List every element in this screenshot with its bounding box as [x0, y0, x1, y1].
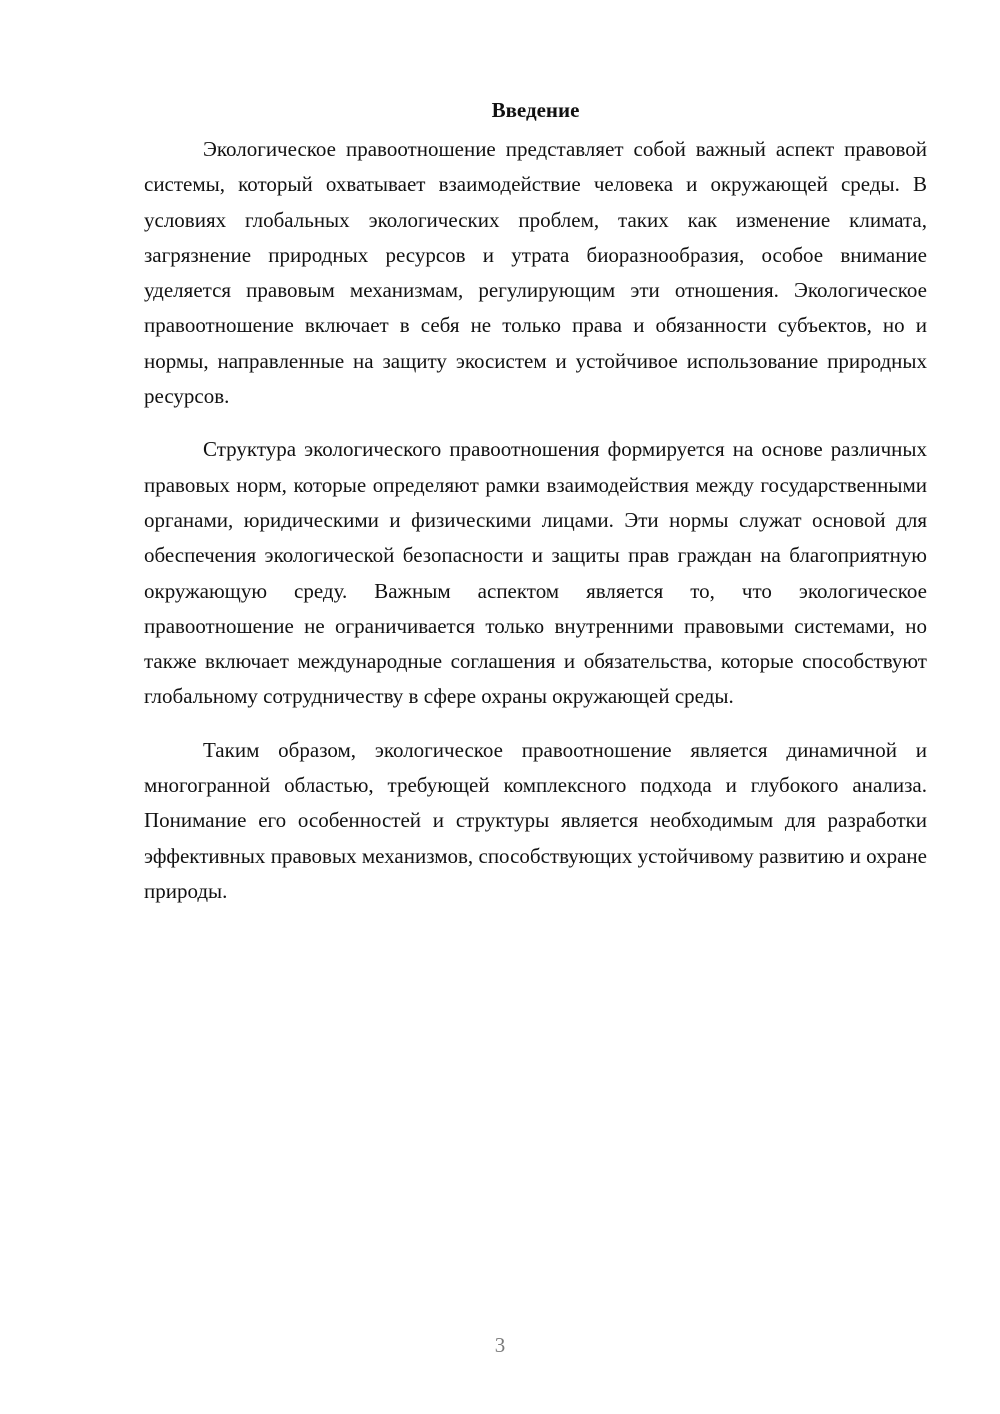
- page-number: 3: [494, 1333, 506, 1357]
- document-body: [144, 92, 927, 927]
- paragraph-2: Структура экологического правоотношения формируется на основе различных правовых норм, которые определяют рамки взаимодействия между государственными органами, юридическими и физическими лицами. Эти нормы служат основой для обеспечения экологической безопасности и защиты прав граждан на благоприятную окружающую среду. Важным аспектом является то, что экологическое правоотношение не ограничивается только внутренними правовыми системами, но также включает международные соглашения и обязательства, которые способствуют глобальному сотрудничеству в сфере охраны окружающей среды.: [144, 437, 927, 709]
- section-heading: Введение: [491, 98, 580, 122]
- paragraph-1: Экологическое правоотношение представляет собой важный аспект правовой системы, который охватывает взаимодействие человека и окружающей среды. В условиях глобальных экологических проблем, таких как изменение климата, загрязнение природных ресурсов и утрата биоразнообразия, особое внимание уделяется правовым механизмам, регулирующим эти отношения. Экологическое правоотношение включает в себя не только права и обязанности субъектов, но и нормы, направленные на защиту экосистем и устойчивое использование природных ресурсов.: [144, 137, 927, 409]
- paragraph-3: Таким образом, экологическое правоотношение является динамичной и многогранной областью, требующей комплексного подхода и глубокого анализа. Понимание его особенностей и структуры является необходимым для разработки эффективных правовых механизмов, способствующих устойчивому развитию и охране природы.: [144, 737, 927, 903]
